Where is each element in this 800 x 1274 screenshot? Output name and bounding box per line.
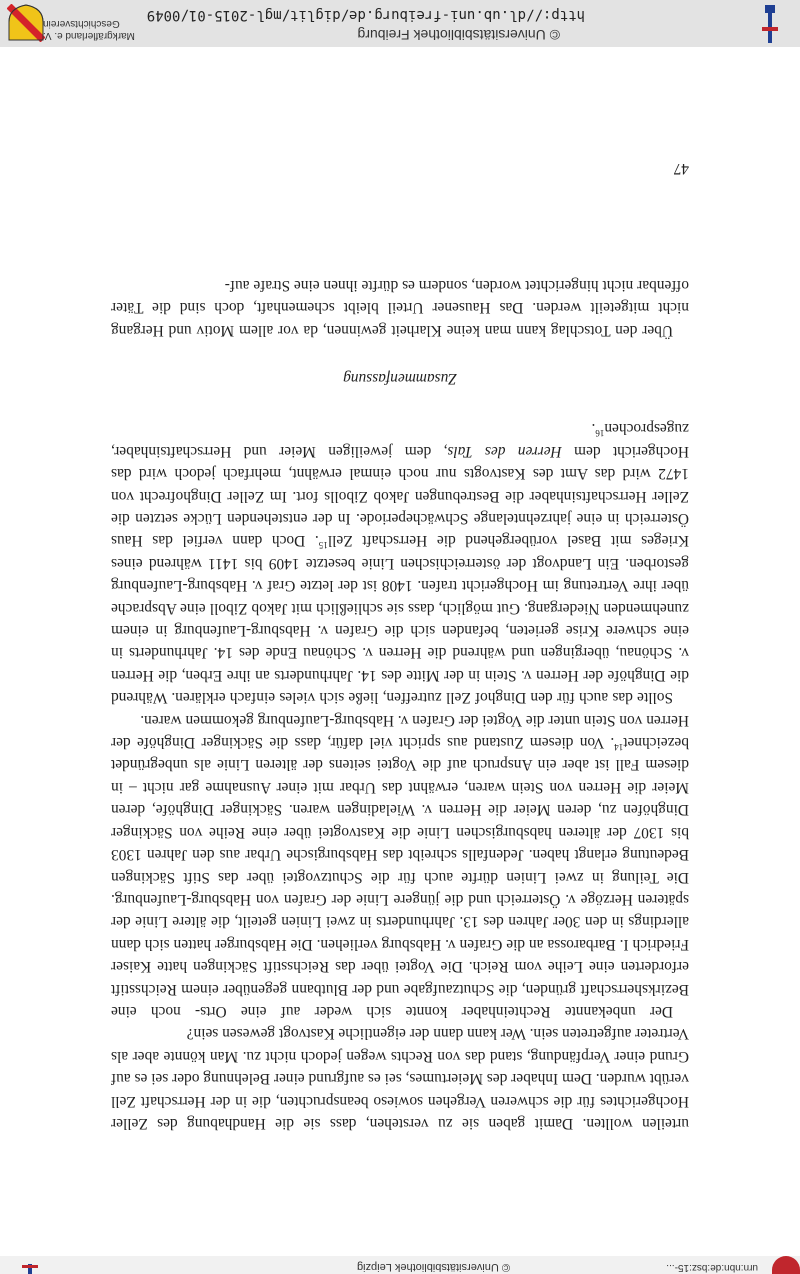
society-crest-icon (7, 4, 45, 42)
paragraph-3 (111, 417, 689, 708)
page-body (111, 273, 689, 1134)
urn-label: urn:nbn:de:bsz:15-... (666, 1262, 758, 1273)
permalink-url[interactable]: http://dl.ub.uni-freiburg.de/diglit/mgl-2015-01/0049 (146, 7, 585, 23)
top-toolbar (0, 1256, 800, 1274)
paragraph-3-end: , dem jeweiligen Meier und Herrschaftsinhaber, zugesprochen (110, 420, 689, 460)
society-logo-icon (772, 1256, 800, 1274)
copyright-line: © Universitätsbibliothek Freiburg (357, 27, 560, 43)
page-number: 47 (673, 160, 689, 177)
paragraph-1: urteilen wollten. Damit gaben sie zu verstehen, dass sie die Handhabung des Zeller Hochgerichtes für die schweren Vergehen sowieso beanspruchten, die in der Herrschaft Zell verübt wurden. Dem Inhaber des Meiertumes, sei es aufgrund einer Belehnung oder sei es auf Grund einer Verpfändung, stand das von Rechts wegen jedoch nicht zu. Man könnte aber als Vertreter aufgetreten sein. Wer kann dann der eigentliche Kastvogt gewesen sein? (111, 1025, 689, 1132)
paragraph-3-period: . (591, 420, 596, 438)
section-heading: Zusammenfassung (343, 370, 457, 387)
paragraph-3-tail: . Doch dann verfiel das Haus Österreich in eine jahrzehntelange Schwächeperiode. In der entstehenden Lücke setzten die Zeller Herrschaftsinhaber die Bestrebungen Jakob Zibolls fort. Im Zeller Dinghofrecht von 1472 wird das Amt des Kastvogts nur noch einmal erwähnt, mehrfach jedoch wird das Hochgericht dem (111, 442, 689, 550)
crest-shield-icon (7, 4, 45, 42)
paragraph-2-tail: . Von diesem Zustand aus spricht viel dafür, dass die Säckinger Dinghöfe der Herren von Stein unter die Vogtei der Grafen v. Habsburg-Laufenburg gekommen waren. (111, 711, 689, 752)
document-page (0, 47, 800, 1256)
paragraph-3-text: Sollte das auch für den Dinghof Zell zutreffen, ließe sich vieles einfach erklären. Während die Dinghöfe der Herren v. Stein in der Mitte des 14. Jahrhunderts an ihre Erben, die Herren v. Schönau, übergingen und während die Herren v. Schönau Ende des 14. Jahrhunderts in eine schwere Krise gerieten, befanden sich die Grafen v. Habsburg-Laufenburg in einem zunehmenden Niedergang. Gut möglich, dass sie schließlich mit Jakob Ziboll eine Absprache über ihre Vertretung im Hochgericht trafen. 1408 ist der letzte Graf v. Habsburg-Laufenburg gestorben. Ein Landvogt der österreichischen Linie besetzte 1409 bis 1411 während eines Krieges mit Basel vorübergehend die Herrschaft Zell (111, 532, 689, 707)
society-line-2: Markgräflerland e. V. (43, 30, 135, 41)
ub-logo-icon (22, 1256, 38, 1274)
society-name (43, 17, 153, 41)
paragraph-4: Über den Totschlag kann man keine Klarheit gewinnen, da vor allem Motiv und Hergang nicht mitgeteilt werden. Das Hausener Urteil bleibt schemenhaft, doch sind die Täter offenbar nicht hingerichtet worden, sondern es dürfte ihnen eine Strafe auf- (111, 276, 689, 339)
footnote-ref-15: 15 (318, 540, 328, 551)
paragraph-3-italic: Herren des Tals (447, 442, 562, 460)
footnote-ref-14: 14 (614, 742, 624, 753)
paragraph-2-text: Der unbekannte Rechteinhaber konnte sich weder auf eine Orts- noch eine Bezirksherrschaft gründen, die Schutzaufgabe und der Blutbann gegenüber einem Reichsstift erforderten eine Leihe vom Reich. Die Vogtei über das Reichsstift Säckingen hatte Kaiser Friedrich I. Barbarossa an die Grafen v. Habsburg verliehen. Die Habsburger hatten sich dann allerdings in den 30er Jahren des 13. Jahrhunderts in zwei Linien geteilt, die ältere Linie der späteren Herzöge v. Österreich und die jüngere Linie der Grafen von Habsburg-Laufenburg. Die Teilung in zwei Linien dürfte auch für die Schutzvogtei über das Stift Säckingen Bedeutung erlangt haben. Jedenfalls schreibt das Habsburgische Urbar aus den Jahren 1303 bis 1307 der älteren habsburgischen Linie die Kastvogtei über eine Reihe von Säckinger Dinghöfen zu, deren Meier die Herren v. Wieladingen waren. Säckinger Dinghöfe, deren Meier die Herren von Stein waren, erwähnt das Urbar mit einer Ausnahme gar nicht – in diesem Fall ist aber ein Anspruch auf die Vogtei seitens der älteren Linie als unbegründet bezeichnet (111, 734, 689, 1020)
ub-freiburg-logo-icon (762, 3, 778, 43)
publisher-credit: © Universitätsbibliothek Leipzig (356, 1261, 510, 1273)
bottom-footer (0, 0, 800, 47)
footnote-ref-16: 16 (595, 428, 605, 439)
paragraph-2 (111, 708, 689, 1022)
society-line-1: Geschichtsverein (43, 18, 120, 29)
